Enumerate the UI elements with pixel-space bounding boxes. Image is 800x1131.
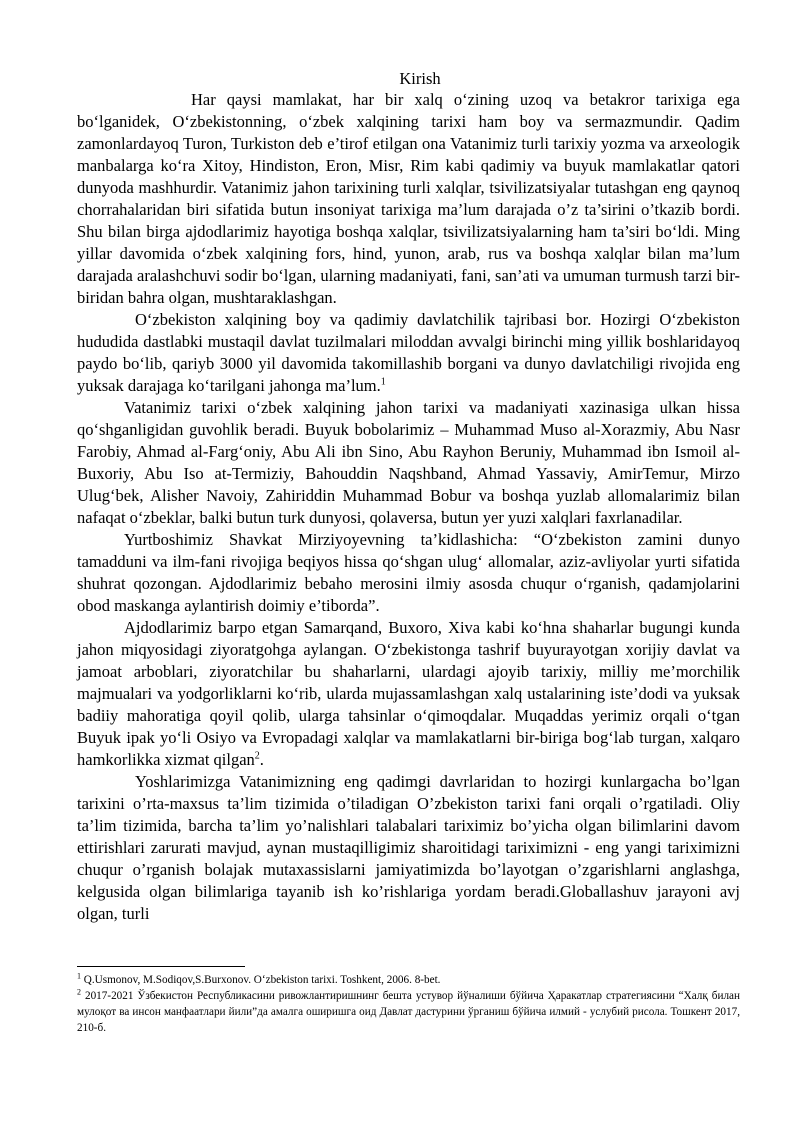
paragraph <box>77 309 740 397</box>
paragraph-text: Ajdodlarimiz barpo etgan Samarqand, Buxoro, Xiva kabi ko‘hna shaharlar bugungi kunda jahon miqyosidagi ziyoratgohga aylangan. O‘zbekistonga tashrif buyurayotgan xorijiy davlat va jamoat arboblari, ziyoratchilar bu shaharlarni, ulardagi ajoyib tarixiy, milliy me’morchilik majmualari va yodgorliklarni ko‘rib, ularda mujassamlashgan xalq ustalarining iste’dodi va yuksak badiiy mahoratiga qoyil qolib, ularga tahsinlar o‘qimoqdalar. Muqaddas yerimiz orqali o‘tgan Buyuk ipak yo‘li Osiyo va Evropadagi xalqlar va mamlakatlarni bir-biriga bog‘lab turgan, xalqaro hamkorlikka xizmat qilgan <box>77 618 740 769</box>
footnote-text: Q.Usmonov, M.Sodiqov,S.Burxonov. O‘zbekiston tarixi. Toshkent, 2006. 8-bet. <box>81 974 441 986</box>
paragraph-text: Yurtboshimiz Shavkat Mirziyoyevning ta’kidlashicha: “O‘zbekiston zamini dunyo tamadduni va ilm-fani rivojiga beqiyos hissa qo‘shgan ulug‘ allomalar, aziz-avliyolar yurti sifatida shuhrat qozongan. Ajdodlarimiz bebaho merosini ilmiy asosda chuqur o‘rganish, qadamjolarini obod maskanga aylantirish doimiy e’tiborda”. <box>77 530 740 615</box>
footnotes <box>77 972 740 1036</box>
paragraph <box>77 529 740 617</box>
paragraph <box>77 617 740 771</box>
footnote-reference[interactable]: 1 <box>380 376 386 388</box>
paragraph <box>77 397 740 529</box>
body-text <box>77 89 740 925</box>
footnote <box>77 972 740 988</box>
footnote-separator <box>77 966 245 967</box>
page-title: Kirish <box>399 69 441 88</box>
footnote <box>77 988 740 1036</box>
footnote-mark: 2 <box>77 987 81 997</box>
paragraph <box>77 771 740 925</box>
footnote-mark: 1 <box>77 971 81 981</box>
footnote-text: 2017-2021 Ўзбекистон Республикасини ривожлантиришнинг бешта устувор йўналиши бўйича Ҳаракатлар стратегиясини “Халқ билан мулоқот ва инсон манфаатлари йили”да амалга оширишга оид Давлат дастурини ўрганиш бўйича илмий - услубий рисола. Тошкент 2017, 210-б. <box>77 990 740 1034</box>
footnote-reference[interactable]: 2 <box>254 750 260 762</box>
paragraph <box>77 89 740 309</box>
paragraph-text: Yoshlarimizga Vatanimizning eng qadimgi davrlaridan to hozirgi kunlargacha bo’lgan tarixini o’rta-maxsus ta’lim tizimida o’tiladigan O’zbekiston tarixi fani orqali o’rgatiladi. Oliy ta’lim tizimida, barcha ta’lim yo’nalishlari talabalari tariximiz bo’yicha olgan bilimlarini davom ettirishlari zarurati mavjud, aynan mustaqilligimiz sharoitidagi tariximizni - eng yangi tariximizni chuqur o’rganish bolajak mutaxassislarni jamiyatimizda bo’layotgan o’zgarishlarni anglashga, kelgusida olgan bilimlariga tayanib ish ko’rishlariga yordam beradi.Globallashuv jarayoni avj olgan, turli <box>77 772 740 923</box>
paragraph-text: Vatanimiz tarixi o‘zbek xalqining jahon tarixi va madaniyati xazinasiga ulkan hissa qo‘shganligidan guvohlik beradi. Buyuk bobolarimiz – Muhammad Muso al-Xorazmiy, Abu Nasr Farobiy, Ahmad al-Farg‘oniy, Abu Ali ibn Sino, Abu Rayhon Beruniy, Muhammad ibn Ismoil al-Buxoriy, Abu Iso at-Termiziy, Bahouddin Naqshband, Ahmad Yassaviy, AmirTemur, Mirzo Ulug‘bek, Alisher Navoiy, Zahiriddin Muhammad Bobur va boshqa yuzlab allomalarimiz bilan nafaqat o‘zbeklar, balki butun turk dunyosi, qolaversa, butun yer yuzi xalqlari faxrlanadilar. <box>77 398 740 527</box>
paragraph-text: Har qaysi mamlakat, har bir xalq o‘zining uzoq va betakror tarixiga ega bo‘lganidek, O‘zbekistonning, o‘zbek xalqining tarixi ham boy va sermazmundir. Qadim zamonlardayoq Turon, Turkiston deb e’tirof etilgan ona Vatanimiz turli tarixiy yozma va arxeologik manbalarga ko‘ra Xitoy, Hindiston, Eron, Misr, Rim kabi qadimiy va buyuk mamlakatlar qatori dunyoda mashhurdir. Vatanimiz jahon tarixining turli xalqlar, tsivilizatsiyalar tutashgan eng qaynoq chorrahalaridan biri sifatida butun insoniyat tarixiga ma’lum darajada o’z ta’sirini o’tkazib bordi. Shu bilan birga ajdodlarimiz hayotiga boshqa xalqlar, tsivilizatsiyalarning ham ta’siri bo‘ldi. Ming yillar davomida o‘zbek xalqining fors, hind, yunon, arab, rus va boshqa xalqlar bilan ma’lum darajada aralashchuvi sodir bo‘lgan, ularning madaniyati, fani, san’ati va umuman turmush tarzi bir-biridan bahra olgan, mushtaraklashgan. <box>77 90 740 307</box>
paragraph-tail: . <box>259 750 264 769</box>
paragraph-text: O‘zbekiston xalqining boy va qadimiy davlatchilik tajribasi bor. Hozirgi O‘zbekiston hududida dastlabki mustaqil davlat tuzilmalari miloddan avvalgi birinchi ming yillik boshlaridayoq paydo bo‘lib, qariyb 3000 yil davomida takomillashib borgani va dunyo davlatchiligi rivojida eng yuksak darajaga ko‘tarilgani jahonga ma’lum. <box>77 310 740 395</box>
